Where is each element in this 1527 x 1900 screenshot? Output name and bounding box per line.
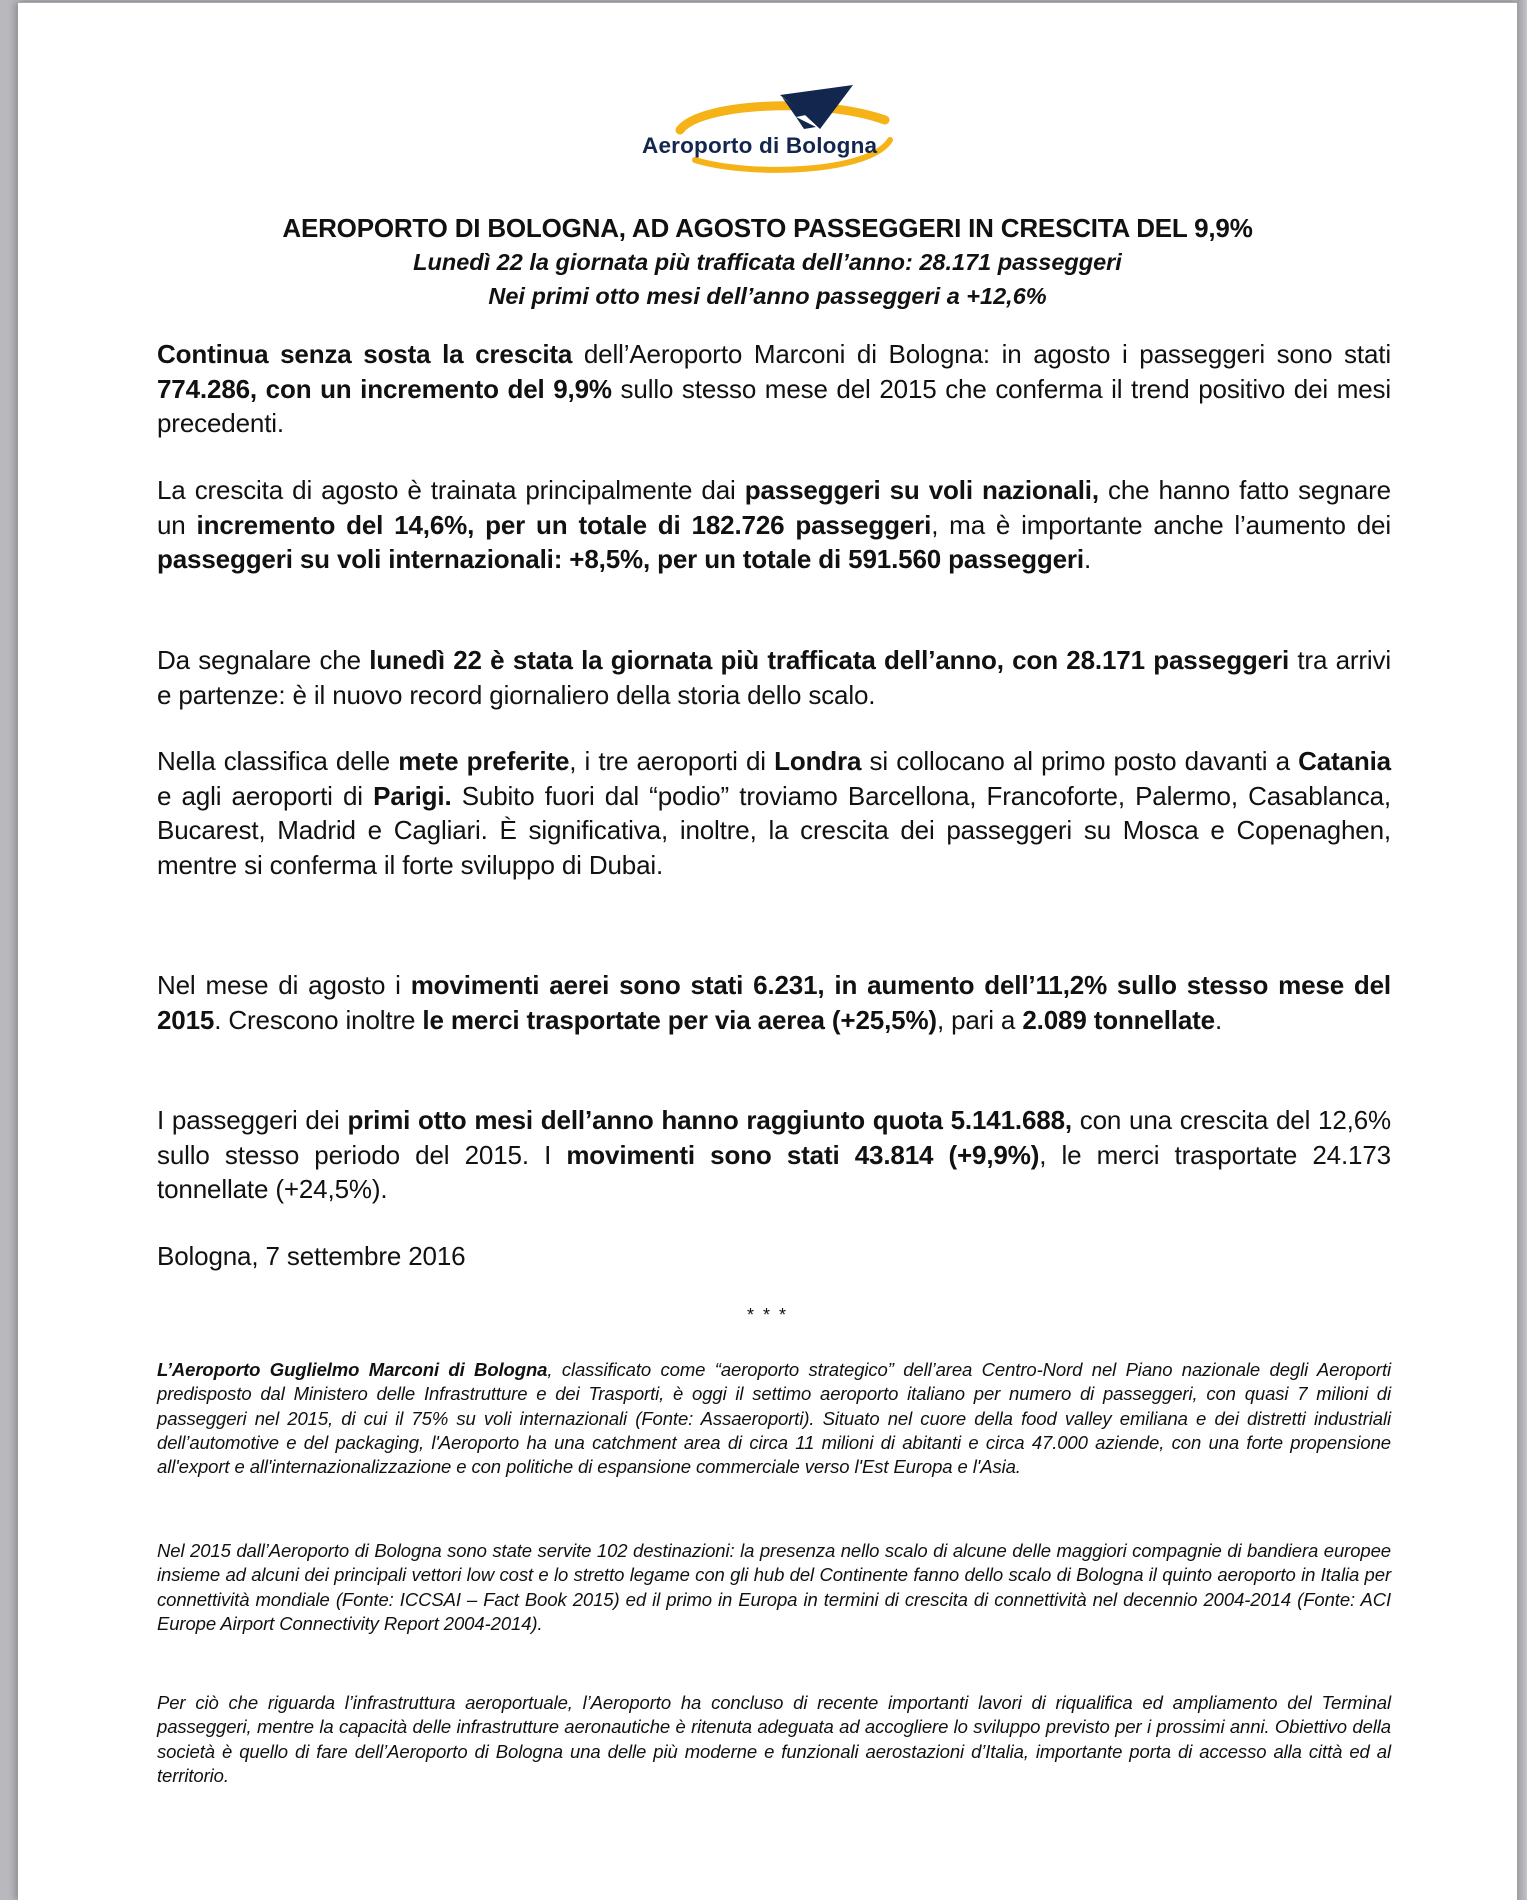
section-separator: * * * — [746, 1305, 789, 1325]
text-run: Subito fuori dal “podio” troviamo Barcellona, Francoforte, Palermo, Casablanca, Bucarest, Madrid e Cagliari. È significativa, inoltre, la crescita dei passeggeri su Mosca e Copenaghen, mentre si conferma il forte sviluppo di Dubai. — [157, 780, 1391, 880]
paragraph-text — [157, 968, 1391, 1037]
paragraph-destinations — [157, 744, 1391, 882]
text-run: si collocano al primo posto davanti a — [861, 746, 1299, 776]
text-run: I passeggeri dei — [157, 1105, 348, 1135]
headline-title: AEROPORTO DI BOLOGNA, AD AGOSTO PASSEGGERI IN CRESCITA DEL 9,9% — [282, 213, 1253, 243]
bold-run: Londra — [774, 746, 862, 776]
headline-subtitle: Nei primi otto mesi dell’anno passeggeri a +12,6% — [488, 283, 1047, 309]
text-run: , classificato come “aeroporto strategico” dell’area Centro-Nord nel Piano nazionale degli Aeroporti predisposto dal Ministero delle Infrastrutture e dei Trasporti, è oggi il settimo aeroporto italiano per numero di passeggeri, con quasi 7 milioni di passeggeri nel 2015, di cui il 75% su voli internazionali (Fonte: Assaeroporti). Situato nel cuore della food valley emiliana e dei distretti industriali dell’automotive e del packaging, l'Aeroporto ha una catchment area di circa 11 milioni di abitanti e circa 47.000 aziende, con una forte propensione all'export e all'internazionalizzazione e con politiche di espansione commerciale verso l'Est Europa e l'Asia. — [157, 1359, 1391, 1478]
text-run: Da segnalare che — [157, 645, 370, 675]
bold-run: primi otto mesi dell’anno hanno raggiunto quota 5.141.688, — [347, 1105, 1072, 1135]
window-edge-shadow — [1517, 0, 1527, 1899]
text-run: , i tre aeroporti di — [569, 746, 775, 776]
paper-plane-ellipse-icon — [620, 85, 940, 175]
text-run: . Crescono inoltre — [214, 1004, 423, 1035]
text-run: tra arrivi e partenze: è il nuovo record giornaliero della storia dello scalo. — [157, 645, 1392, 710]
headline-subtitle: Lunedì 22 la giornata più trafficata dell’anno: 28.171 passeggeri — [413, 249, 1122, 275]
boilerplate-text — [157, 1691, 1391, 1788]
bold-run: movimenti sono stati 43.814 (+9,9%) — [566, 1139, 1040, 1170]
bold-run: 774.286, con un incremento del 9,9% — [157, 373, 612, 404]
text-run: dell’Aeroporto Marconi di Bologna: in agosto i passeggeri sono stati — [572, 339, 1391, 369]
bold-run: passeggeri su voli internazionali: +8,5%, per un totale di 591.560 passeggeri — [157, 544, 1084, 574]
bold-run: 2.089 tonnellate — [1022, 1004, 1215, 1035]
paragraph-text — [157, 643, 1391, 712]
text-run: sullo stesso mese del 2015 che conferma il trend positivo dei mesi precedenti. — [157, 373, 1391, 438]
paragraph-domestic-international — [157, 473, 1391, 577]
dateline-text: Bologna, 7 settembre 2016 — [157, 1241, 466, 1271]
text-run: Nella classifica delle — [157, 746, 399, 776]
text-run: che hanno fatto segnare un — [157, 475, 1391, 540]
paragraph-movements-cargo — [157, 968, 1391, 1037]
bold-run: incremento del 14,6%, per un totale di 182.726 passeggeri — [196, 509, 932, 540]
bold-run: lunedì 22 è stata la giornata più trafficata dell’anno, con 28.171 passeggeri — [369, 645, 1290, 675]
boilerplate-about — [157, 1358, 1391, 1479]
paragraph-text — [157, 744, 1391, 882]
text-run: con una crescita del 12,6% sullo stesso periodo del 2015. I — [157, 1105, 1391, 1170]
bold-run: passeggeri su voli nazionali, — [744, 475, 1099, 505]
bold-run: Continua senza sosta la crescita — [157, 339, 573, 369]
text-run: . — [1083, 544, 1092, 574]
headline-block — [18, 211, 1517, 313]
text-run: , pari a — [936, 1004, 1023, 1035]
text-run: . — [1215, 1004, 1223, 1035]
text-run: , le merci trasportate 24.173 tonnellate (+24,5%). — [157, 1139, 1391, 1204]
bold-run: le merci trasportate per via aerea (+25,5%) — [422, 1004, 937, 1035]
bold-run: Parigi. — [373, 780, 452, 811]
bold-run: Catania — [1298, 746, 1391, 776]
dateline — [157, 1239, 1391, 1274]
bold-run: movimenti aerei sono stati 6.231, in aumento dell’11,2% sullo stesso mese del 2015 — [157, 970, 1392, 1035]
paragraph-growth — [157, 337, 1391, 441]
text-run: La crescita di agosto è trainata principalmente dai — [157, 475, 745, 505]
text-run: e agli aeroporti di — [157, 780, 374, 811]
text-run: , ma è importante anche l’aumento dei — [931, 509, 1391, 540]
bold-run: mete preferite — [398, 746, 570, 776]
text-run: Per ciò che riguarda l’infrastruttura aeroportuale, l’Aeroporto ha concluso di recente importanti lavori di riqualifica ed ampliamento del Terminal passeggeri, mentre la capacità delle infrastrutture aeronautiche è ritenuta adeguata ad accogliere lo sviluppo previsto per i prossimi anni. Obiettivo della società è quello di fare dell’Aeroporto di Bologna una delle più moderne e funzionali aerostazioni d’Italia, importante porta di accesso alla città ed al territorio. — [157, 1692, 1391, 1786]
boilerplate-text — [157, 1358, 1391, 1479]
paragraph-eight-months — [157, 1103, 1391, 1207]
document-page — [18, 2, 1517, 1900]
boilerplate-text — [157, 1539, 1391, 1636]
paragraph-record-day — [157, 643, 1391, 712]
paragraph-text — [157, 1103, 1391, 1207]
paragraph-text — [157, 473, 1391, 577]
airport-logo — [620, 85, 940, 175]
paragraph-text — [157, 337, 1391, 441]
logo-text: Aeroporto di Bologna — [642, 133, 878, 158]
text-run: Nel 2015 dall’Aeroporto di Bologna sono state servite 102 destinazioni: la presenza nello scalo di alcune delle maggiori compagnie di bandiera europee insieme ad alcuni dei principali vettori low cost e lo stretto legame con gli hub del Continente fanno dello scalo di Bologna il quinto aeroporto in Italia per connettività mondiale (Fonte: ICCSAI – Fact Book 2015) ed il primo in Europa in termini di crescita di connettività nel decennio 2004-2014 (Fonte: ACI Europe Airport Connectivity Report 2004-2014). — [157, 1540, 1391, 1634]
boilerplate-connectivity — [157, 1539, 1391, 1636]
bold-run: L’Aeroporto Guglielmo Marconi di Bologna — [157, 1359, 548, 1380]
text-run: Nel mese di agosto i — [157, 970, 411, 1000]
boilerplate-infrastructure — [157, 1691, 1391, 1788]
